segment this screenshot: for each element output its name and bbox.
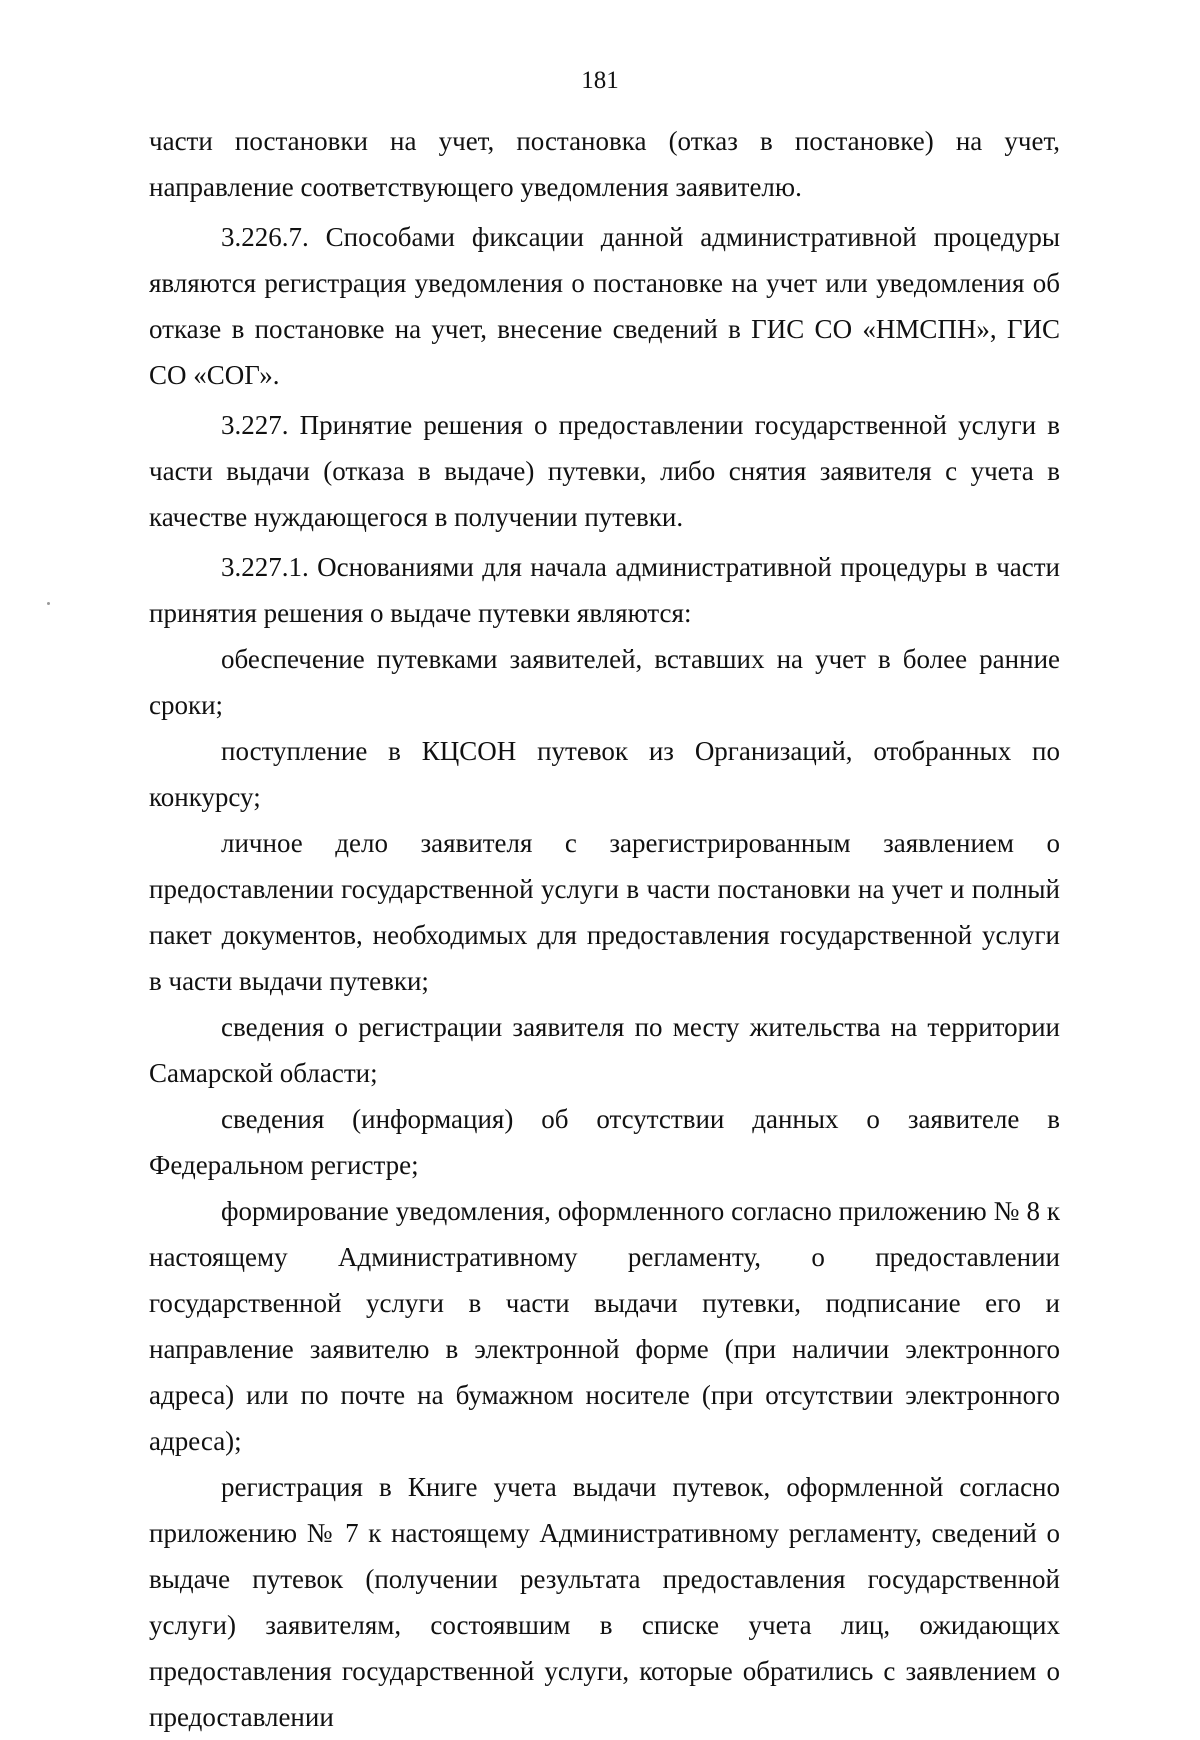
paragraph-3-227-1: 3.227.1. Основаниями для начала административной процедуры в части принятия решения о выдаче путевки являются: [149,552,1060,628]
list-item-personal-file: личное дело заявителя с зарегистрированным заявлением о предоставлении государственной услуги в части постановки на учет и полный пакет документов, необходимых для предоставления государственной услуги в части выдачи путевки; [149,828,1060,996]
document-body [149,118,1060,1740]
paragraph-continuation: части постановки на учет, постановка (отказ в постановке) на учет, направление соответствующего уведомления заявителю. [149,126,1060,202]
paragraph-3-226-7: 3.226.7. Способами фиксации данной административной процедуры являются регистрация уведомления о постановке на учет или уведомления об отказе в постановке на учет, внесение сведений в ГИС СО «НМСПН», ГИС СО «СОГ». [149,222,1060,390]
page-number: 181 [581,67,619,94]
list-item-receipt-of-vouchers: поступление в КЦСОН путевок из Организаций, отобранных по конкурсу; [149,736,1060,812]
list-item-notification: формирование уведомления, оформленного согласно приложению № 8 к настоящему Административному регламенту, о предоставлении государственной услуги в части выдачи путевки, подписание его и направление заявителю в электронной форме (при наличии электронного адреса) или по почте на бумажном носителе (при отсутствии электронного адреса); [149,1196,1060,1456]
scan-speck [47,602,50,605]
list-item-book-registration: регистрация в Книге учета выдачи путевок, оформленной согласно приложению № 7 к настоящему Административному регламенту, сведений о выдаче путевок (получении результата предоставления государственной услуги) заявителям, состоявшим в списке учета лиц, ожидающих предоставления государственной услуги, которые обратились с заявлением о предоставлении [149,1472,1060,1732]
list-item-residence-registration: сведения о регистрации заявителя по месту жительства на территории Самарской области; [149,1012,1060,1088]
list-item-provision-by-queue: обеспечение путевками заявителей, вставших на учет в более ранние сроки; [149,644,1060,720]
paragraph-3-227: 3.227. Принятие решения о предоставлении государственной услуги в части выдачи (отказа в выдаче) путевки, либо снятия заявителя с учета в качестве нуждающегося в получении путевки. [149,410,1060,532]
list-item-federal-register: сведения (информация) об отсутствии данных о заявителе в Федеральном регистре; [149,1104,1060,1180]
